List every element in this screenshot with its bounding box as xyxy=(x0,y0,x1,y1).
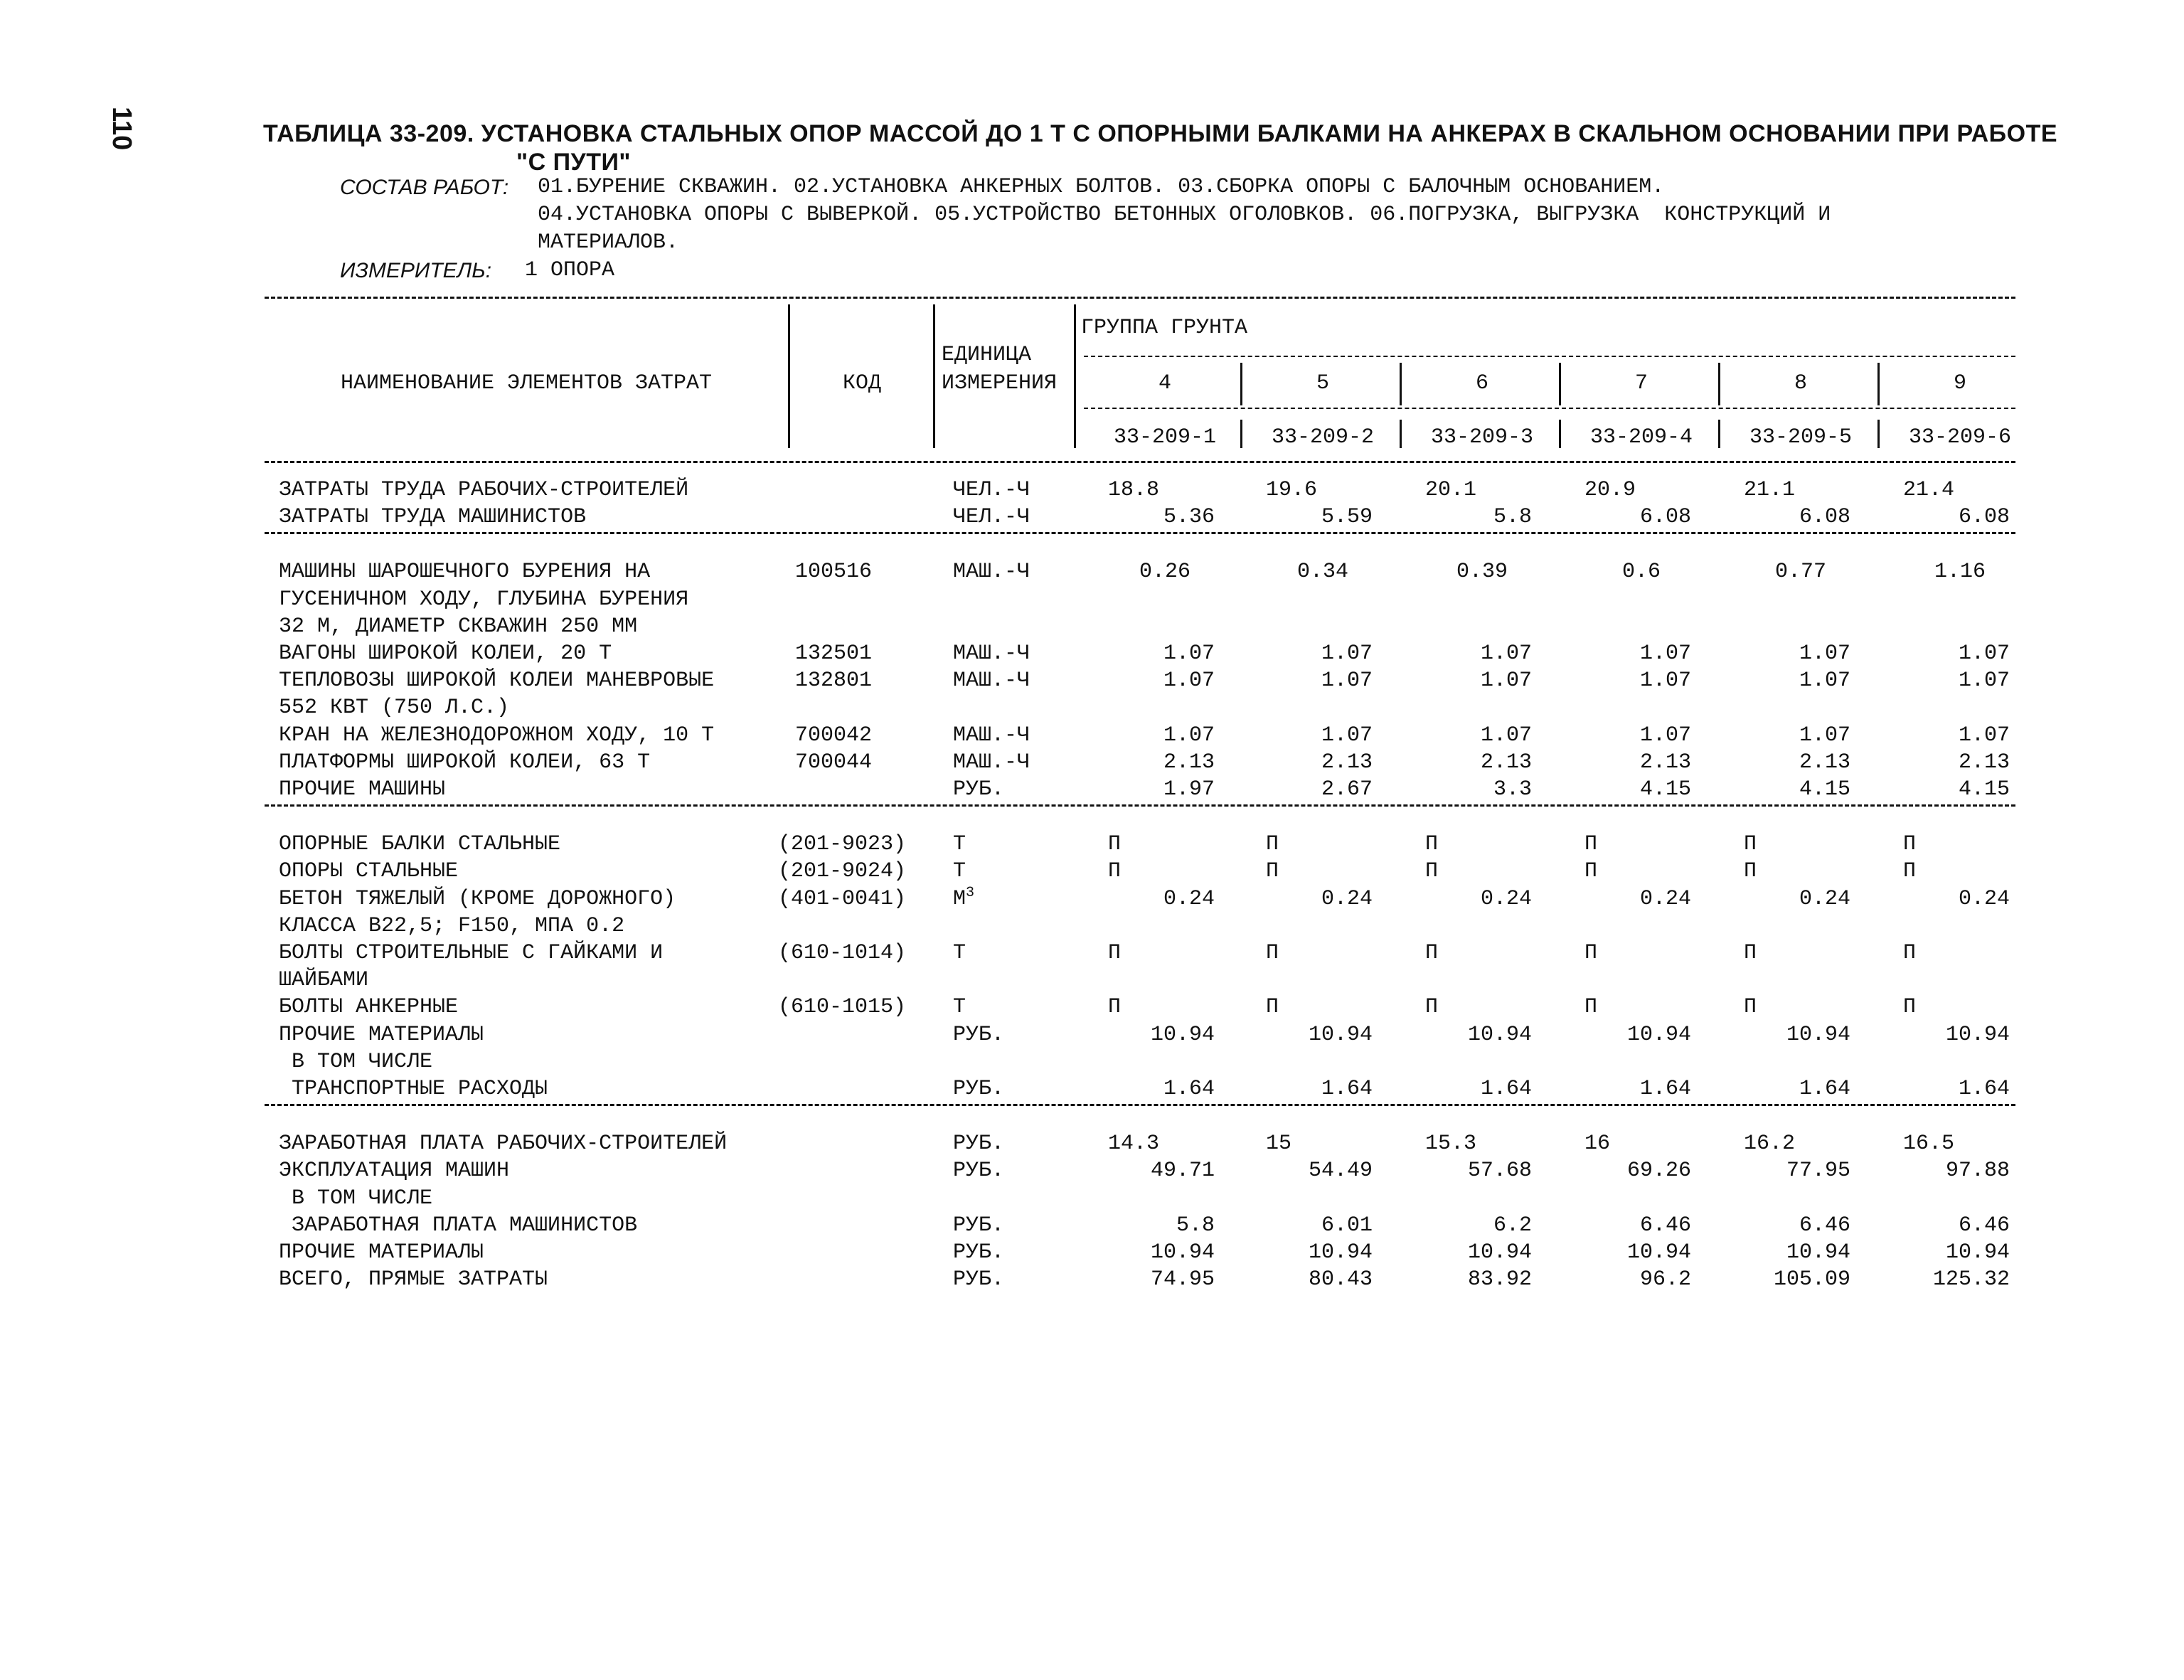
header-divider xyxy=(1074,304,1076,448)
row-value: 10.94 xyxy=(1467,1023,1532,1047)
row-value: 1.07 xyxy=(1163,669,1215,693)
row-name: 552 КВТ (750 Л.С.) xyxy=(279,696,510,720)
row-value: П xyxy=(1744,859,1757,883)
row-value: 10.94 xyxy=(1308,1023,1373,1047)
row-value: 125.32 xyxy=(1932,1267,2010,1292)
norm-code-2: 33-209-2 xyxy=(1271,425,1375,450)
row-value: 1.07 xyxy=(1321,642,1373,666)
row-value: 14.3 xyxy=(1108,1132,1160,1156)
row-value: 1.07 xyxy=(1639,723,1691,748)
row-value: 20.9 xyxy=(1584,478,1636,502)
row-name: В ТОМ ЧИСЛЕ xyxy=(279,1050,433,1074)
measure-label: ИЗМЕРИТЕЛЬ: xyxy=(340,259,492,282)
col-header-code: КОД xyxy=(842,371,881,395)
row-unit: Т xyxy=(953,859,966,883)
col-header-unit-2: ИЗМЕРЕНИЯ xyxy=(942,371,1058,395)
row-value: 0.24 xyxy=(1480,887,1532,911)
row-unit: РУБ. xyxy=(953,1267,1005,1292)
row-value: 10.94 xyxy=(1150,1240,1215,1265)
row-value: 19.6 xyxy=(1266,478,1318,502)
row-value: П xyxy=(1744,832,1757,856)
row-name: ШАЙБАМИ xyxy=(279,968,369,992)
row-value: 4.15 xyxy=(1799,777,1850,802)
row-value: 1.64 xyxy=(1321,1077,1373,1101)
row-value: 1.07 xyxy=(1799,723,1850,748)
row-value: 5.8 xyxy=(1176,1213,1215,1238)
row-value: 2.13 xyxy=(1639,750,1691,775)
row-value: П xyxy=(1425,995,1439,1019)
col-header-unit-1: ЕДИНИЦА xyxy=(942,343,1032,367)
row-value: 10.94 xyxy=(1308,1240,1373,1265)
row-value: 1.64 xyxy=(1163,1077,1215,1101)
row-name: ОПОРЫ СТАЛЬНЫЕ xyxy=(279,859,459,883)
row-name: КРАН НА ЖЕЛЕЗНОДОРОЖНОМ ХОДУ, 10 Т xyxy=(279,723,715,748)
row-code: (610-1015) xyxy=(778,995,907,1019)
row-value: 1.07 xyxy=(1639,642,1691,666)
row-name: ПРОЧИЕ МАТЕРИАЛЫ xyxy=(279,1240,484,1265)
row-name: ОПОРНЫЕ БАЛКИ СТАЛЬНЫЕ xyxy=(279,832,561,856)
row-value: П xyxy=(1584,995,1598,1019)
row-value: П xyxy=(1903,859,1917,883)
header-bottom-rule xyxy=(265,461,2015,463)
row-value: 96.2 xyxy=(1639,1267,1691,1292)
col-header-name: НАИМЕНОВАНИЕ ЭЛЕМЕНТОВ ЗАТРАТ xyxy=(340,371,713,395)
row-code: 700042 xyxy=(795,723,873,748)
row-unit: РУБ. xyxy=(953,1213,1005,1238)
row-value: П xyxy=(1584,859,1598,883)
table-top-rule xyxy=(265,297,2015,299)
row-value: 10.94 xyxy=(1786,1023,1850,1047)
row-value: 3.3 xyxy=(1493,777,1532,802)
row-name: КЛАССА В22,5; F150, МПА 0.2 xyxy=(279,914,625,938)
row-value: 83.92 xyxy=(1467,1267,1532,1292)
row-value: 1.64 xyxy=(1639,1077,1691,1101)
row-name: В ТОМ ЧИСЛЕ xyxy=(279,1186,433,1211)
row-value: 1.07 xyxy=(1163,642,1215,666)
row-value: 0.39 xyxy=(1456,560,1508,584)
row-unit: МАШ.-Ч xyxy=(953,723,1030,748)
row-value: П xyxy=(1903,941,1917,965)
row-value: 6.2 xyxy=(1493,1213,1532,1238)
row-value: 0.24 xyxy=(1321,887,1373,911)
row-value: 15.3 xyxy=(1425,1132,1477,1156)
row-value: П xyxy=(1425,832,1439,856)
soil-group-9: 9 xyxy=(1953,371,1966,395)
norm-code-1: 33-209-1 xyxy=(1113,425,1217,450)
row-value: 20.1 xyxy=(1425,478,1477,502)
unit-superscript: 3 xyxy=(966,885,975,901)
row-value: 10.94 xyxy=(1945,1023,2010,1047)
row-value: 16.5 xyxy=(1903,1132,1955,1156)
row-unit: МАШ.-Ч xyxy=(953,560,1030,584)
row-value: 0.6 xyxy=(1621,560,1661,584)
row-unit: $М^3$ xyxy=(953,885,975,911)
row-value: 21.1 xyxy=(1744,478,1796,502)
row-value: 74.95 xyxy=(1150,1267,1215,1292)
row-value: 6.08 xyxy=(1799,505,1850,529)
section-rule xyxy=(265,532,2015,534)
row-value: 1.16 xyxy=(1934,560,1986,584)
row-code: (401-0041) xyxy=(778,887,907,911)
row-value: 1.64 xyxy=(1958,1077,2010,1101)
row-value: П xyxy=(1108,995,1122,1019)
row-value: 6.46 xyxy=(1639,1213,1691,1238)
row-value: П xyxy=(1266,859,1279,883)
title-line-1: ТАБЛИЦА 33-209. УСТАНОВКА СТАЛЬНЫХ ОПОР МАССОЙ ДО 1 Т С ОПОРНЫМИ БАЛКАМИ НА АНКЕРАХ В СКАЛЬНОМ ОСНОВАНИИ ПРИ РАБОТЕ xyxy=(263,120,2058,147)
soil-group-header: ГРУППА ГРУНТА xyxy=(1081,316,1248,340)
row-value: 5.59 xyxy=(1321,505,1373,529)
row-value: 4.15 xyxy=(1958,777,2010,802)
row-value: 18.8 xyxy=(1108,478,1160,502)
row-value: П xyxy=(1584,832,1598,856)
work-composition-line-1: 01.БУРЕНИЕ СКВАЖИН. 02.УСТАНОВКА АНКЕРНЫХ БОЛТОВ. 03.СБОРКА ОПОРЫ С БАЛОЧНЫМ ОСНОВАНИЕМ. xyxy=(538,175,1665,199)
row-name: ЗАТРАТЫ ТРУДА МАШИНИСТОВ xyxy=(279,505,587,529)
row-value: 4.15 xyxy=(1639,777,1691,802)
row-name: БОЛТЫ АНКЕРНЫЕ xyxy=(279,995,459,1019)
row-value: 0.24 xyxy=(1799,887,1850,911)
row-value: 2.13 xyxy=(1799,750,1850,775)
row-value: 1.07 xyxy=(1958,642,2010,666)
row-unit: МАШ.-Ч xyxy=(953,669,1030,693)
row-value: П xyxy=(1584,941,1598,965)
row-value: 21.4 xyxy=(1903,478,1955,502)
row-value: 0.24 xyxy=(1163,887,1215,911)
row-value: 1.07 xyxy=(1799,669,1850,693)
row-value: 10.94 xyxy=(1626,1023,1691,1047)
row-value: 10.94 xyxy=(1626,1240,1691,1265)
row-value: 0.24 xyxy=(1958,887,2010,911)
norm-code-5: 33-209-5 xyxy=(1749,425,1853,450)
row-value: 0.26 xyxy=(1139,560,1190,584)
row-value: П xyxy=(1266,832,1279,856)
norm-code-3: 33-209-3 xyxy=(1430,425,1534,450)
table-title xyxy=(263,119,2084,176)
soil-group-7: 7 xyxy=(1634,371,1648,395)
row-name: ВСЕГО, ПРЯМЫЕ ЗАТРАТЫ xyxy=(279,1267,548,1292)
row-name: БОЛТЫ СТРОИТЕЛЬНЫЕ С ГАЙКАМИ И xyxy=(279,941,664,965)
row-value: 2.67 xyxy=(1321,777,1373,802)
row-name: ГУСЕНИЧНОМ ХОДУ, ГЛУБИНА БУРЕНИЯ xyxy=(279,588,689,612)
row-value: П xyxy=(1903,995,1917,1019)
work-composition-line-3: МАТЕРИАЛОВ. xyxy=(538,230,679,255)
row-value: П xyxy=(1108,941,1122,965)
row-value: 10.94 xyxy=(1945,1240,2010,1265)
row-value: 54.49 xyxy=(1308,1159,1373,1183)
row-name: ПРОЧИЕ МАТЕРИАЛЫ xyxy=(279,1023,484,1047)
row-value: 1.07 xyxy=(1163,723,1215,748)
soil-group-5: 5 xyxy=(1316,371,1329,395)
row-value: 6.08 xyxy=(1639,505,1691,529)
row-value: 0.34 xyxy=(1296,560,1348,584)
row-value: 16 xyxy=(1584,1132,1611,1156)
row-name: ПЛАТФОРМЫ ШИРОКОЙ КОЛЕИ, 63 Т xyxy=(279,750,651,775)
row-value: 1.07 xyxy=(1958,669,2010,693)
row-name: ЗАРАБОТНАЯ ПЛАТА РАБОЧИХ-СТРОИТЕЛЕЙ xyxy=(279,1132,728,1156)
row-code: 132501 xyxy=(795,642,873,666)
page-number: 110 xyxy=(107,107,137,151)
row-name: ЭКСПЛУАТАЦИЯ МАШИН xyxy=(279,1159,510,1183)
row-value: 2.13 xyxy=(1321,750,1373,775)
soil-group-6: 6 xyxy=(1475,371,1488,395)
row-value: 6.01 xyxy=(1321,1213,1373,1238)
section-rule xyxy=(265,1104,2015,1106)
row-value: 16.2 xyxy=(1744,1132,1796,1156)
row-name: ТЕПЛОВОЗЫ ШИРОКОЙ КОЛЕИ МАНЕВРОВЫЕ xyxy=(279,669,715,693)
row-value: 1.07 xyxy=(1480,642,1532,666)
header-divider xyxy=(933,304,935,448)
row-unit: ЧЕЛ.-Ч xyxy=(953,478,1030,502)
row-code: 700044 xyxy=(795,750,873,775)
norm-code-4: 33-209-4 xyxy=(1589,425,1693,450)
row-value: 10.94 xyxy=(1150,1023,1215,1047)
row-value: П xyxy=(1266,995,1279,1019)
row-value: 10.94 xyxy=(1786,1240,1850,1265)
row-unit: РУБ. xyxy=(953,1023,1005,1047)
row-name: МАШИНЫ ШАРОШЕЧНОГО БУРЕНИЯ НА xyxy=(279,560,651,584)
row-value: 1.07 xyxy=(1321,669,1373,693)
row-unit: РУБ. xyxy=(953,1077,1005,1101)
row-value: 1.07 xyxy=(1958,723,2010,748)
row-code: (610-1014) xyxy=(778,941,907,965)
row-unit: РУБ. xyxy=(953,777,1005,802)
row-value: 0.24 xyxy=(1639,887,1691,911)
row-value: 1.07 xyxy=(1639,669,1691,693)
row-unit: ЧЕЛ.-Ч xyxy=(953,505,1030,529)
row-name: 32 М, ДИАМЕТР СКВАЖИН 250 ММ xyxy=(279,615,638,639)
row-unit: Т xyxy=(953,995,966,1019)
row-value: П xyxy=(1108,832,1122,856)
row-value: 1.07 xyxy=(1321,723,1373,748)
row-code: (201-9023) xyxy=(778,832,907,856)
row-name: ЗАРАБОТНАЯ ПЛАТА МАШИНИСТОВ xyxy=(279,1213,638,1238)
row-value: 105.09 xyxy=(1773,1267,1850,1292)
header-divider xyxy=(788,304,790,448)
row-name: ВАГОНЫ ШИРОКОЙ КОЛЕИ, 20 Т xyxy=(279,642,612,666)
row-unit: РУБ. xyxy=(953,1159,1005,1183)
row-unit: РУБ. xyxy=(953,1240,1005,1265)
row-unit: Т xyxy=(953,941,966,965)
row-value: 57.68 xyxy=(1467,1159,1532,1183)
soil-group-8: 8 xyxy=(1794,371,1807,395)
row-value: П xyxy=(1744,995,1757,1019)
row-value: П xyxy=(1425,859,1439,883)
row-name: ТРАНСПОРТНЫЕ РАСХОДЫ xyxy=(279,1077,548,1101)
row-name: ЗАТРАТЫ ТРУДА РАБОЧИХ-СТРОИТЕЛЕЙ xyxy=(279,478,689,502)
header-inner-rule xyxy=(1084,356,2015,357)
row-value: 1.07 xyxy=(1480,723,1532,748)
row-unit: РУБ. xyxy=(953,1132,1005,1156)
row-unit: МАШ.-Ч xyxy=(953,750,1030,775)
soil-group-4: 4 xyxy=(1158,371,1171,395)
row-value: П xyxy=(1266,941,1279,965)
row-value: 5.36 xyxy=(1163,505,1215,529)
row-value: П xyxy=(1744,941,1757,965)
row-code: 100516 xyxy=(795,560,873,584)
row-code: 132801 xyxy=(795,669,873,693)
row-value: 1.64 xyxy=(1799,1077,1850,1101)
row-value: 5.8 xyxy=(1493,505,1532,529)
row-value: 2.13 xyxy=(1480,750,1532,775)
row-value: 10.94 xyxy=(1467,1240,1532,1265)
row-value: 80.43 xyxy=(1308,1267,1373,1292)
row-value: 69.26 xyxy=(1626,1159,1691,1183)
section-rule xyxy=(265,804,2015,807)
row-value: 0.77 xyxy=(1774,560,1826,584)
measure-value: 1 ОПОРА xyxy=(525,258,615,282)
row-value: П xyxy=(1903,832,1917,856)
row-value: 6.46 xyxy=(1958,1213,2010,1238)
row-value: 77.95 xyxy=(1786,1159,1850,1183)
row-code: (201-9024) xyxy=(778,859,907,883)
row-value: 1.64 xyxy=(1480,1077,1532,1101)
header-inner-rule xyxy=(1084,408,2015,409)
row-value: 1.97 xyxy=(1163,777,1215,802)
row-name: ПРОЧИЕ МАШИНЫ xyxy=(279,777,446,802)
row-name: БЕТОН ТЯЖЕЛЫЙ (КРОМЕ ДОРОЖНОГО) xyxy=(279,887,676,911)
row-value: П xyxy=(1108,859,1122,883)
row-value: 2.13 xyxy=(1958,750,2010,775)
row-value: 2.13 xyxy=(1163,750,1215,775)
row-value: 1.07 xyxy=(1480,669,1532,693)
row-value: 6.46 xyxy=(1799,1213,1850,1238)
row-value: 97.88 xyxy=(1945,1159,2010,1183)
row-value: 49.71 xyxy=(1150,1159,1215,1183)
row-unit: Т xyxy=(953,832,966,856)
row-value: 6.08 xyxy=(1958,505,2010,529)
row-unit: МАШ.-Ч xyxy=(953,642,1030,666)
row-value: 15 xyxy=(1266,1132,1292,1156)
title-line-2: "С ПУТИ" xyxy=(516,149,632,176)
row-value: П xyxy=(1425,941,1439,965)
work-composition-label: СОСТАВ РАБОТ: xyxy=(340,176,509,199)
norm-code-6: 33-209-6 xyxy=(1908,425,2012,450)
row-value: 1.07 xyxy=(1799,642,1850,666)
work-composition-line-2: 04.УСТАНОВКА ОПОРЫ С ВЫВЕРКОЙ. 05.УСТРОЙСТВО БЕТОННЫХ ОГОЛОВКОВ. 06.ПОГРУЗКА, ВЫГРУЗКА КОНСТРУКЦИЙ И xyxy=(538,203,1831,227)
